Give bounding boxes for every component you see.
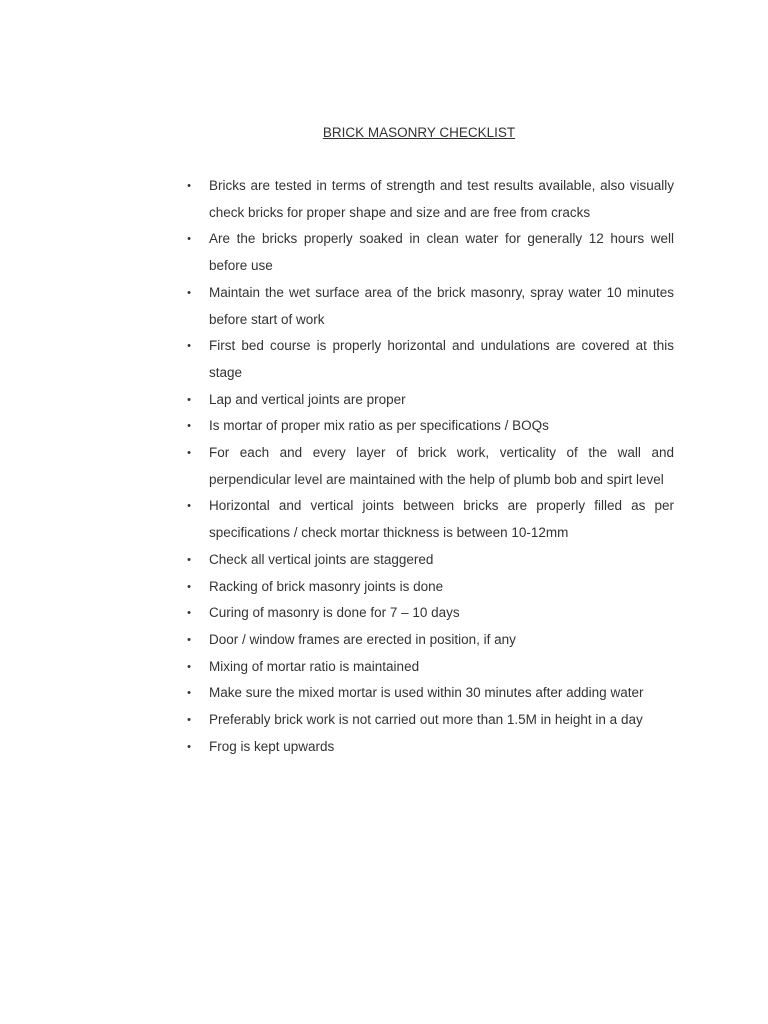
list-item-text: Lap and vertical joints are proper [209,391,406,407]
bullet-icon: • [187,447,191,460]
bullet-icon: • [187,233,191,246]
bullet-icon: • [187,714,191,727]
list-item-text: Check all vertical joints are staggered [209,551,434,567]
bullet-icon: • [187,660,191,673]
list-item-text: Frog is kept upwards [209,738,335,754]
list-item [187,173,674,226]
list-item-text: Curing of masonry is done for 7 – 10 days [209,605,460,621]
list-item [187,413,674,440]
list-item-text: Maintain the wet surface area of the brick masonry, spray water 10 minutes before start of work [209,284,674,327]
list-item-text: First bed course is properly horizontal and undulations are covered at this stage [209,338,674,380]
bullet-icon: • [187,633,191,646]
list-item [187,280,674,333]
list-item [187,654,674,681]
bullet-icon: • [187,500,191,513]
list-item-text: Preferably brick work is not carried out more than 1.5M in height in a day [209,712,643,728]
bullet-icon: • [187,286,191,299]
bullet-icon: • [187,420,191,433]
list-item [187,734,674,761]
list-item-text: For each and every layer of brick work, verticality of the wall and perpendicular level are maintained with the help of plumb bob and spirt level [209,445,674,487]
bullet-icon: • [187,180,191,192]
bullet-icon: • [187,340,191,353]
list-item [187,493,674,546]
list-item-text: Bricks are tested in terms of strength and test results available, also visually check bricks for proper shape and size and are free from cracks [209,178,674,220]
bullet-icon: • [187,553,191,566]
list-item [187,627,674,654]
list-item [187,333,674,386]
list-item [187,707,674,734]
bullet-icon: • [187,687,191,700]
bullet-icon: • [187,740,191,753]
list-item [187,440,674,493]
bullet-icon: • [187,580,191,593]
list-item-text: Are the bricks properly soaked in clean water for generally 12 hours well before use [209,231,674,274]
list-item [187,600,674,627]
list-item-text: Make sure the mixed mortar is used within 30 minutes after adding water [209,685,644,701]
list-item-text: Mixing of mortar ratio is maintained [209,658,420,674]
checklist [187,173,674,760]
list-item [187,226,674,279]
list-item [187,680,674,707]
list-item [187,387,674,414]
bullet-icon: • [187,607,191,620]
list-item [187,574,674,601]
bullet-icon: • [187,393,191,406]
list-item [187,547,674,574]
list-item-text: Horizontal and vertical joints between bricks are properly filled as per specifications / check mortar thickness is between 10-12mm [209,498,674,541]
page-title: BRICK MASONRY CHECKLIST [322,125,516,140]
list-item-text: Door / window frames are erected in position, if any [209,631,516,647]
list-item-text: Racking of brick masonry joints is done [209,578,444,594]
list-item-text: Is mortar of proper mix ratio as per specifications / BOQs [209,418,549,434]
